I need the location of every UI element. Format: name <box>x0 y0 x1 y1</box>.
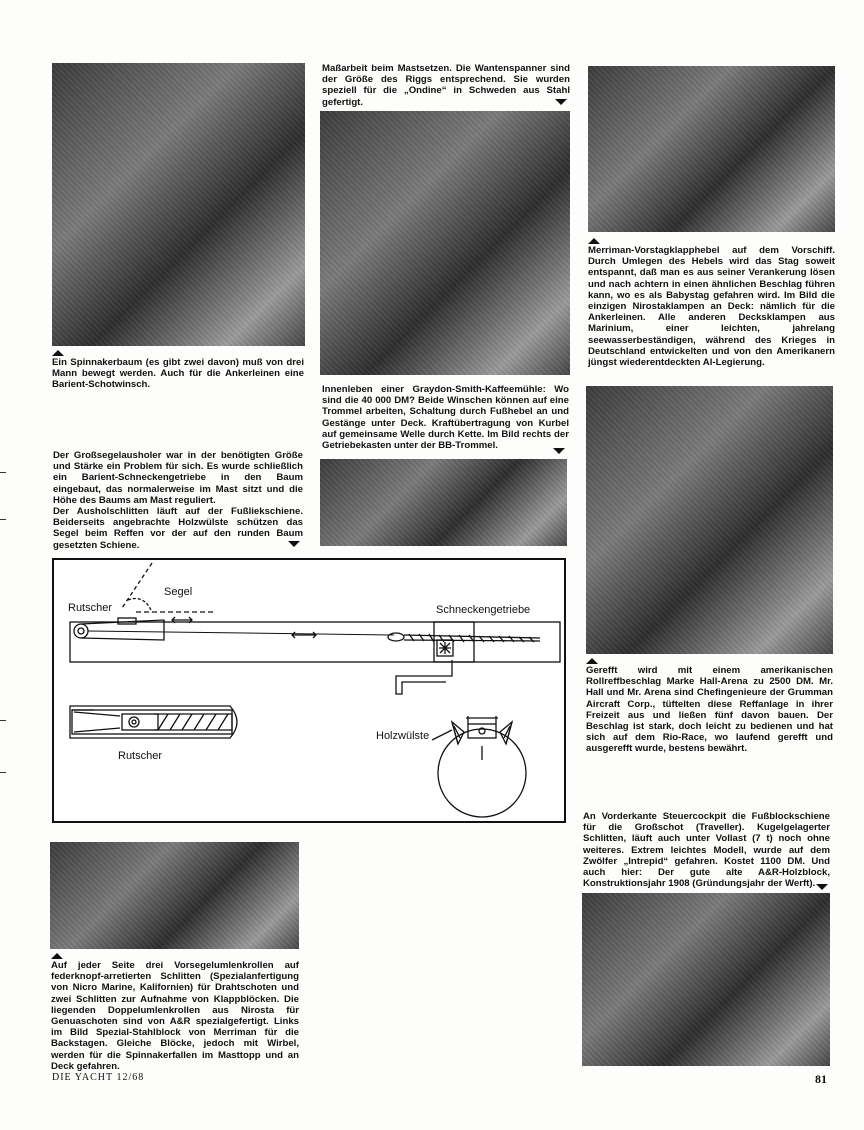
margin-mark <box>0 720 6 721</box>
diagram-drawing <box>54 560 564 821</box>
caption-vorsegel <box>51 953 299 1072</box>
triangle-up-icon <box>51 953 63 959</box>
margin-mark <box>0 472 6 473</box>
label-rutscher-bottom: Rutscher <box>118 750 163 762</box>
triangle-up-icon <box>586 658 598 664</box>
caption-traveller-text: An Vorderkante Steuercockpit die Fußblockschiene für die Großschot (Traveller). Kugelgelagerter Schlitten, läuft auch unter Vollast (7 t) noch ohne weiteres. Extrem leichtes Modell, wurde auf dem Zwölfer „Intrepid“ gefahren. Kostet 1100 DM. Und auch hier: Der gute alte A&R-Holzblock, Konstruktionsjahr 1908 (Gründungsjahr der Werft). <box>583 811 830 890</box>
margin-mark <box>0 519 6 520</box>
triangle-up-icon <box>588 238 600 244</box>
photo-traveller <box>582 893 830 1066</box>
caption-merriman <box>588 238 835 368</box>
photo-winch-gear <box>320 459 567 546</box>
photo-deck-blocks <box>50 842 299 949</box>
triangle-down-icon <box>816 884 828 890</box>
triangle-down-icon <box>553 448 565 454</box>
triangle-down-icon <box>288 541 300 547</box>
caption-vorsegel-text: Auf jeder Seite drei Vorsegelumlenkrollen auf federknopf-arretierten Schlitten (Spezialanfertigung von Nicro Marine, Kalifornien) für Drahtschoten und zwei Schlitten zur Aufnahme von Klappblöcken. Die liegenden Doppelumlenkrollen aus Nirosta für Genuaschoten sind von A&R spezialgefertigt. Links im Bild Spezial-Stahlblock von Merriman für die Backstagen. Gleiche Blöcke, jedoch mit Wirbel, werden für die Spinnakerfallen im Masttopp und an Deck gefahren. <box>51 960 299 1072</box>
caption-rollreff-text: Gerefft wird mit einem amerikanischen Rollreffbeschlag Marke Hall-Arena zu 2500 DM. Mr. Hall und Mr. Arena sind Chefingenieure der Grumman Aircraft Corp., tüftelten diese Reffanlage in ihrer Freizeit aus und ließen fünf davon bauen. Der Beschlag ist stark, doch leicht zu bedienen und hat sich auf dem Rio-Race, wo laufend gerefft und ausgerefft wurde, bestens bewährt. <box>586 665 833 755</box>
photo-spinnaker-crew <box>52 63 305 346</box>
caption-rollreff <box>586 658 833 755</box>
footer-magazine: DIE YACHT 12/68 <box>52 1072 145 1083</box>
label-rutscher-top: Rutscher <box>68 602 113 614</box>
caption-ausholer-p1: Der Großsegelausholer war in der benötigten Größe und Stärke ein Problem für sich. Es wurde schließlich ein Barient-Schneckengetriebe in den Baum eingebaut, das normalerweise im Mast sitzt und die Höhe des Baums am Mast reguliert. <box>53 450 303 506</box>
triangle-down-icon <box>555 99 567 105</box>
page-number: 81 <box>815 1072 827 1086</box>
caption-mast-text: Maßarbeit beim Mastsetzen. Die Wantenspanner sind der Größe des Riggs entsprechend. Sie wurden speziell für die „Ondine“ in Schweden aus Stahl gefertigt. <box>322 63 570 108</box>
ausholer-diagram <box>52 558 566 823</box>
margin-mark <box>0 772 6 773</box>
label-holzwuelste: Holzwülste <box>376 730 430 742</box>
caption-spinnaker <box>52 350 304 391</box>
caption-ausholer <box>53 450 303 551</box>
caption-spinnaker-text: Ein Spinnakerbaum (es gibt zwei davon) muß von drei Mann bewegt werden. Auch für die Ankerleinen eine Barient-Schotwinsch. <box>52 357 304 391</box>
photo-merriman-lever <box>588 66 835 232</box>
caption-kaffeemuehle-text: Innenleben einer Graydon-Smith-Kaffeemühle: Wo sind die 40 000 DM? Beide Winschen können auf eine Trommel arbeiten, Schaltung durch Fußhebel an und Gestänge unter Deck. Kraftübertragung von Kurbel auf gemeinsame Welle durch Kette. Im Bild rechts der Getriebekasten unter der BB-Trommel. <box>322 384 569 452</box>
label-schneckengetriebe: Schneckengetriebe <box>436 604 531 616</box>
caption-ausholer-p2: Der Ausholschlitten läuft auf der Fußliekschiene. Beiderseits angebrachte Holzwülste schützen das Segel beim Reffen vor der auf den runden Baum gesetzten Schiene. <box>53 506 303 551</box>
caption-traveller <box>583 811 830 889</box>
photo-mast-rigging <box>320 111 570 375</box>
caption-mast <box>322 63 570 108</box>
caption-kaffeemuehle <box>322 384 569 451</box>
triangle-up-icon <box>52 350 64 356</box>
label-segel: Segel <box>164 586 193 598</box>
photo-rollreff <box>586 386 833 654</box>
caption-merriman-text: Merriman-Vorstagklapphebel auf dem Vorschiff. Durch Umlegen des Hebels wird das Stag soweit entspannt, daß man es aus seiner Verankerung lösen und nach achtern in einen ähnlichen Beschlag führen kann, wo es als Babystag gefahren wird. Im Bild die einzigen Nirostaklampen an Deck: nämlich für die Ankerleinen. Alle anderen Decksklampen aus Marinium, einer leichten, jahrelang seewasserbeständigen, während des Krieges in Deutschland entwickelten und von den Amerikanern jüngst wiederentdeckten Al-Legierung. <box>588 245 835 369</box>
